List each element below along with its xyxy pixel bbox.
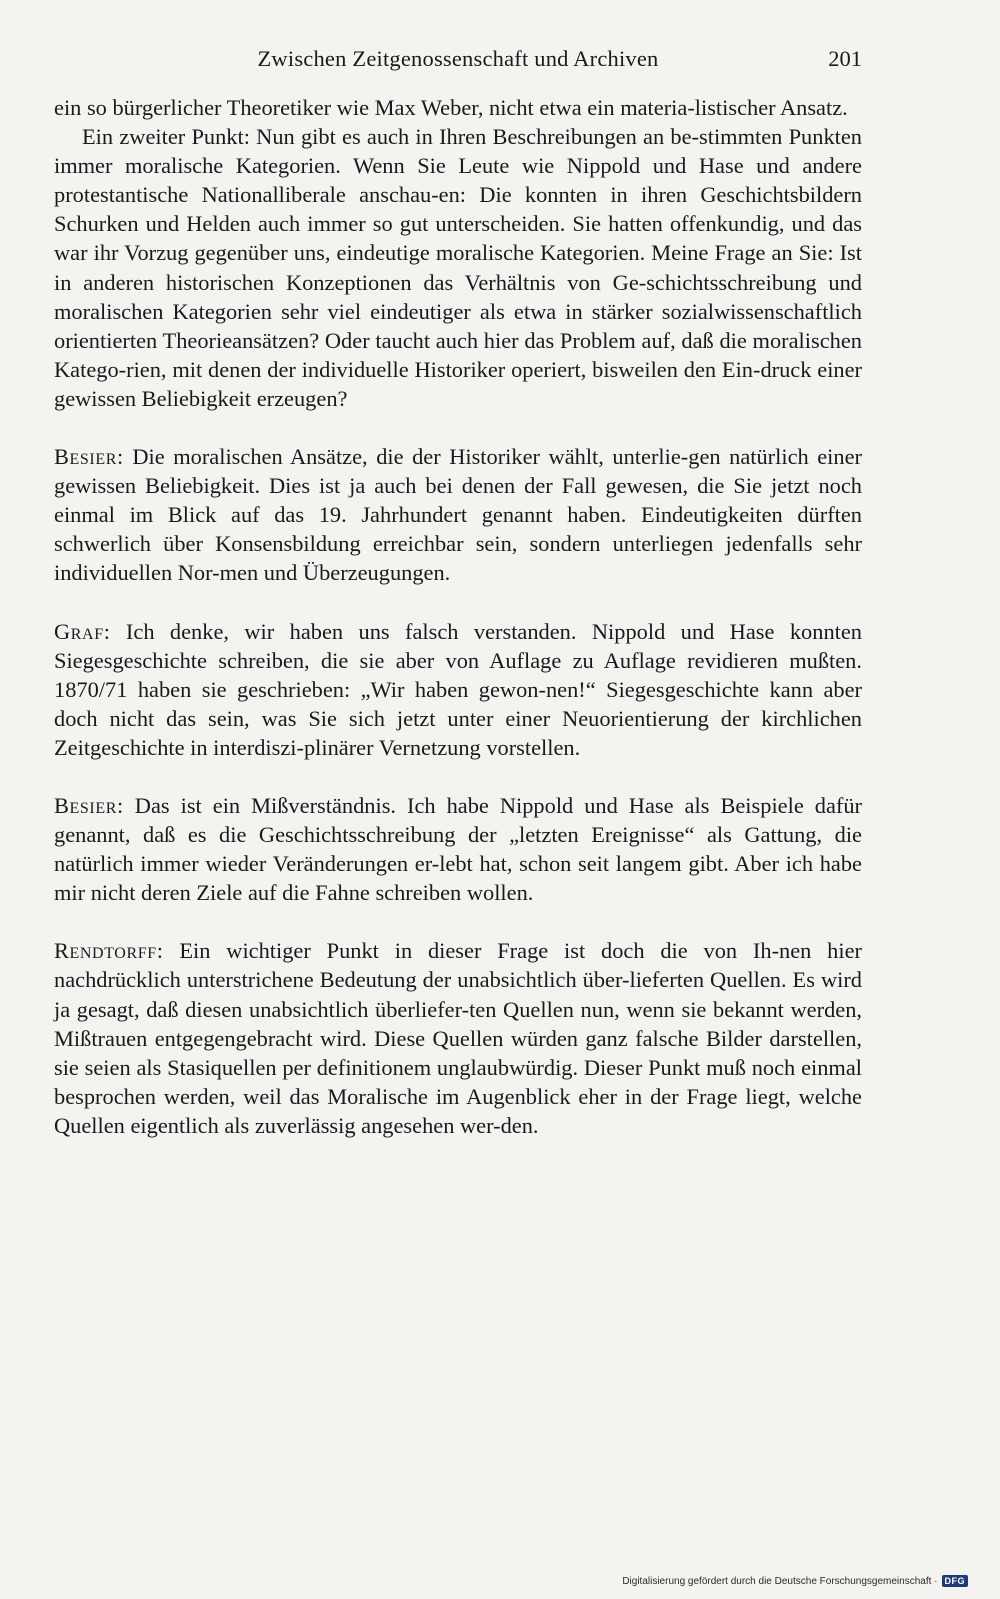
credit-text: Digitalisierung gefördert durch die Deutsche Forschungsgemeinschaft · <box>622 1575 938 1587</box>
text-line: revidieren mußten. 1870/71 haben sie geschrieben: „Wir haben gewon- <box>54 647 862 702</box>
text-line: an Sie: Ist in anderen historischen Konzeptionen das Verhältnis von Ge- <box>54 240 862 295</box>
text-line: genannt haben. Eindeutigkeiten dürften schwerlich über Konsensbildung <box>54 502 863 557</box>
text-line: immer so gut unterscheiden. Sie hatten offenkundig, und das war ihr <box>54 211 862 266</box>
text-line: ten Quellen nun, wenn sie bekannt werden, Mißtrauen entgegengebracht <box>54 996 862 1051</box>
text-line: schichtsschreibung und moralischen Kategorien sehr viel eindeutiger als <box>54 269 863 324</box>
page-header <box>54 46 862 76</box>
text-line: ein so bürgerlicher Theoretiker wie Max Weber, nicht etwa ein materia- <box>54 95 695 120</box>
speaker-name: Graf: <box>54 618 111 644</box>
text-body <box>54 93 862 1140</box>
text-line: Oder taucht auch hier das Problem auf, daß die moralischen Katego- <box>54 327 862 382</box>
text-line: Vorzug gegenüber uns, eindeutige moralische Kategorien. Meine Frage <box>124 240 766 266</box>
text-line: Stasiquellen per definitionem unglaubwürdig. Dieser Punkt muß noch <box>167 1054 796 1080</box>
text-line: einmal besprochen werden, weil das Moralische im Augenblick eher in <box>54 1054 862 1109</box>
text-line: Ereignisse“ als Gattung, die natürlich immer wieder Veränderungen er- <box>54 822 862 877</box>
speaker-name: Besier: <box>54 792 124 818</box>
dfg-logo: DFG <box>942 1575 969 1587</box>
text-line: den. <box>500 1112 539 1138</box>
text-line: listischer Ansatz. <box>694 95 848 120</box>
text-line: unter einer Neuorientierung der kirchlichen Zeitgeschichte in interdiszi- <box>54 705 862 760</box>
text-line: Ein wichtiger Punkt in dieser Frage ist doch die von Ih- <box>163 938 780 964</box>
text-line: wird. Diese Quellen würden ganz falsche Bilder darstellen, sie seien als <box>54 1025 862 1080</box>
text-line: etwa in stärker sozialwissenschaftlich orientierten Theorieansätzen? <box>54 298 862 353</box>
speech-paragraph <box>54 936 862 1140</box>
text-line: rien, mit denen der individuelle Historiker operiert, bisweilen den Ein- <box>126 356 761 382</box>
text-line: die Fahne schreiben wollen. <box>282 880 534 906</box>
speaker-name: Rendtorff: <box>54 938 164 964</box>
text-line: Die moralischen Ansätze, die der Historiker wählt, unterlie- <box>123 444 689 470</box>
text-line: Nippold und Hase und andere protestantische Nationalliberale anschau- <box>54 153 862 208</box>
text-line: Ein zweiter Punkt: Nun gibt es auch in Ihren Beschreibungen an be- <box>82 124 700 150</box>
text-line: gen natürlich einer gewissen Beliebigkeit. Dies ist ja auch bei denen der <box>54 444 862 499</box>
digitization-credit <box>622 1575 968 1587</box>
text-line: erreichbar sein, sondern unterliegen jedenfalls sehr individuellen Nor- <box>54 531 862 586</box>
text-line: nen hier nachdrücklich unterstrichene Bedeutung der unabsichtlich über- <box>54 938 862 993</box>
text-line: nen!“ Siegesgeschichte kann aber doch nicht das sein, was Sie sich jetzt <box>54 676 862 731</box>
speech-paragraph <box>54 442 862 587</box>
text-line: der Frage liegt, welche Quellen eigentlich als zuverlässig angesehen wer- <box>54 1083 862 1138</box>
text-line: konnten Siegesgeschichte schreiben, die sie aber von Auflage zu Auflage <box>54 618 862 673</box>
text-paragraph <box>54 93 862 122</box>
text-line: druck einer gewissen Beliebigkeit erzeugen? <box>54 356 862 411</box>
text-line: plinärer Vernetzung vorstellen. <box>303 734 581 760</box>
text-line: Ich denke, wir haben uns falsch verstanden. Nippold und Hase <box>110 618 775 644</box>
text-line: Beispiele dafür genannt, daß es die Geschichtsschreibung der „letzten <box>54 792 862 848</box>
text-line: stimmten Punkten immer moralische Kategorien. Wenn Sie Leute wie <box>54 124 862 179</box>
text-line: Fall gewesen, die Sie jetzt noch einmal im Blick auf das 19. Jahrhundert <box>54 473 862 528</box>
text-line: lieferten Quellen. Es wird ja gesagt, daß diesen unabsichtlich überliefer- <box>54 967 862 1022</box>
text-line: lebt hat, schon seit langem gibt. Aber ich habe mir nicht deren Ziele auf <box>54 851 862 906</box>
text-line: men und Überzeugungen. <box>219 560 451 586</box>
text-line: Das ist ein Mißverständnis. Ich habe Nippold und Hase als <box>123 792 710 818</box>
speaker-name: Besier: <box>54 444 124 470</box>
text-paragraph <box>54 122 862 413</box>
speech-paragraph <box>54 791 862 907</box>
page-number: 201 <box>828 46 862 71</box>
text-line: en: Die konnten in ihren Geschichtsbildern Schurken und Helden auch <box>54 182 862 237</box>
speech-paragraph <box>54 617 862 762</box>
running-title: Zwischen Zeitgenossenschaft und Archiven <box>257 46 659 71</box>
